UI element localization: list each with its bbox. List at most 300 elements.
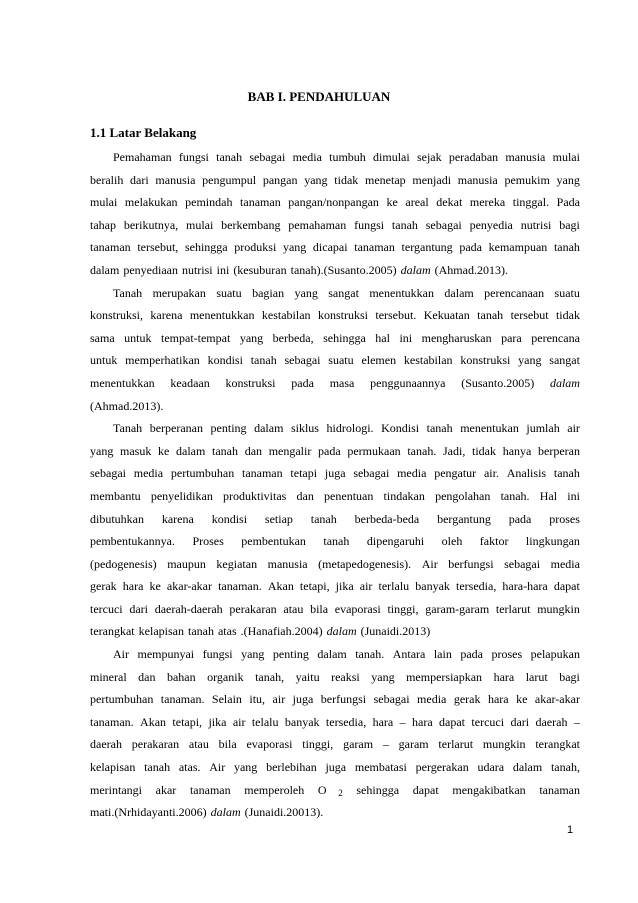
body-word: (kesuburan [233,262,287,277]
body-word: pembentukannya. [90,534,175,549]
body-word: tergantung [401,240,453,255]
body-word: sebagai [373,692,410,707]
body-word: sangat [549,353,580,368]
body-word: yang [371,669,395,684]
body-word: atas. [178,760,201,775]
body-word: jika [335,579,354,594]
body-word: akar-akar [534,692,580,707]
body-word: pada [460,647,483,662]
body-word: penyelidikan [150,488,213,503]
body-line [90,485,580,508]
body-word: ke [516,692,528,707]
body-word: mengakibatkan [452,782,526,797]
body-word: tanah [553,466,580,481]
body-word: pemindah [185,195,233,210]
body-word: kelapisan [90,760,136,775]
body-line [90,575,580,598]
body-word: akar-akar [166,579,212,594]
page-number: 1 [567,824,574,836]
body-word: konstruksi [317,308,368,323]
body-word: tidak [334,172,359,187]
body-word: pada [291,375,314,390]
body-word: suatu [216,285,242,300]
body-word: hanya [502,443,532,458]
body-word: mengalir [268,443,312,458]
body-word: membantu [90,488,141,503]
body-word: tersebut. [375,308,417,323]
body-word: setiap [264,511,293,526]
body-word: berkembang [221,217,281,232]
body-word: merupakan [152,285,206,300]
body-word: penting [272,647,309,662]
body-word: fungsi [354,217,385,232]
body-word: hara [487,692,509,707]
body-word: mulai [90,195,118,210]
body-word: tanaman [90,240,131,255]
body-word: sebagai [425,217,462,232]
body-line [90,733,580,756]
body-word: media [292,150,322,164]
body-word: tanaman [240,195,281,210]
body-word: tanaman [241,466,283,481]
body-word: yang [304,172,328,187]
body-line [90,146,580,169]
body-word: manusia [267,556,308,571]
body-word: media [133,466,164,481]
body-word: oleh [441,534,463,549]
body-word: (Susanto.2005) [461,375,535,390]
body-word: atas [217,624,237,639]
body-word: tetapi [290,466,318,481]
body-word: tersebut, [137,240,179,255]
body-word: telalu [251,714,279,729]
body-word: Pemahaman [113,150,172,164]
body-word: sebagai [249,150,286,164]
body-line [90,191,580,214]
body-word: menentukkan [90,375,155,390]
body-word: evaporasi [246,737,293,752]
body-word: banyak [415,579,450,594]
body-word: kondisi [211,511,248,526]
body-line [90,169,580,192]
body-word: manusia [505,150,546,164]
body-word: Akan [140,714,167,729]
body-word: dalam [400,262,431,277]
body-word: 2 [338,787,343,798]
body-line [90,327,580,350]
body-line [90,395,580,418]
body-word: udara [477,760,505,775]
body-word: bagi [559,669,580,684]
body-word: siklus [290,421,319,436]
body-word: Analisis [506,466,547,481]
body-word: tanah [323,534,350,549]
body-word: dapat [553,579,580,594]
body-word: (Ahmad.2013). [90,398,164,413]
body-word: daerah [90,737,122,752]
body-word: manusia [155,172,196,187]
body-word: pertumbuhan [170,466,235,481]
body-word: kestabilan [403,353,453,368]
body-word: berperan [538,443,580,458]
body-word: berfungsi [320,692,367,707]
body-word: yang [90,443,114,458]
body-word: – [382,737,389,752]
body-word: tercuci [90,601,123,616]
body-word: pengolahan [435,488,491,503]
body-word: pelapukan [530,647,580,662]
body-word: penggunaannya [370,375,446,390]
body-word: tanah, [550,760,580,775]
body-line [90,372,580,395]
body-word: memperoleh [244,782,305,797]
body-word: keadaan [170,375,210,390]
body-word: tanaman. [218,579,262,594]
body-word: – [573,714,580,729]
body-line [90,643,580,666]
body-word: merintangi [90,782,142,797]
body-word: dari [510,714,530,729]
body-line [90,508,580,531]
body-word: bila [218,737,237,752]
body-word: sama [90,330,115,345]
body-word: pembentukan [241,534,306,549]
body-word: suatu [328,353,354,368]
body-word: pada [318,443,341,458]
body-word: evaporasi [334,601,381,616]
body-word: air [232,714,246,729]
body-word: permukaan [347,443,401,458]
body-word: tanaman [354,240,395,255]
body-word: Tanah [113,285,143,300]
body-word: (metapedogenesis). [318,556,412,571]
body-word: lingkungan [525,534,580,549]
body-word: (Ahmad.2013). [434,262,508,277]
body-line [90,598,580,621]
body-word: Kondisi [381,421,420,436]
body-word: nutrisi [520,217,552,232]
body-word: pengumpul [202,172,257,187]
body-word: banyak [284,714,320,729]
body-word: (Junaidi.2013) [360,624,431,639]
body-word: tersebut [510,308,549,323]
body-word: sebagai [353,466,390,481]
body-word: sejak [416,150,442,164]
body-word: dapat [439,714,466,729]
body-word: tanah [310,511,337,526]
body-word: juga [292,692,314,707]
body-word: hara-hara [502,579,548,594]
body-word: penting [210,421,247,436]
body-word: atau [283,601,304,616]
body-word: terlalu [378,579,410,594]
body-line [90,756,580,779]
body-word: produktivitas [223,488,287,503]
body-word: air [567,421,580,436]
body-word: dalam [444,285,474,300]
body-word: dalam [90,262,120,277]
body-word: dari [130,172,149,187]
body-word: tanah [144,760,171,775]
body-word: menentukkan [369,285,434,300]
chapter-title: BAB I. PENDAHULUAN [247,89,391,104]
body-word: manusia [457,172,498,187]
body-line [90,440,580,463]
body-word: tanah [212,443,239,458]
body-word: berbeda-beda [354,511,420,526]
body-word: tetapi, [172,714,203,729]
body-word: pangan [262,172,298,187]
body-word: garam [398,737,429,752]
body-word: tinggi, [302,737,334,752]
body-word: Tanah [113,421,143,436]
section-heading: 1.1 Latar Belakang [90,125,197,140]
body-word: Antara [392,647,426,662]
body-word: suatu [554,285,580,300]
body-word: tanaman. [90,714,134,729]
body-word: bagi [559,217,580,232]
body-word: mempersiapkan [406,669,483,684]
body-word: elemen [361,353,397,368]
body-word: larut [525,669,548,684]
body-word: yaitu [295,669,320,684]
body-word: kestabilan [261,308,311,323]
body-word: menetap [365,172,406,187]
body-word: atau [188,737,209,752]
body-word: mineral [90,669,127,684]
body-word: sangat [328,285,359,300]
body-word: bagian [252,285,285,300]
body-word: tanah [391,217,418,232]
body-word: dibutuhkan [90,511,144,526]
body-word: para [501,330,522,345]
body-word: tersedia, [325,714,367,729]
body-word: karena [150,308,183,323]
body-word: yang [294,285,318,300]
body-word: tercuci [471,714,505,729]
body-word: fungsi [202,647,233,662]
body-word: faktor [479,534,509,549]
body-word: dalam [326,624,357,639]
body-word: mereka [469,195,506,210]
body-word: karena [161,511,194,526]
body-word: garam [343,737,374,752]
body-word: kelapisan [138,624,184,639]
body-word: bila [310,601,329,616]
body-word: air [359,579,373,594]
body-word: tinggal. [512,195,550,210]
body-word: (pedogenesis) [90,556,157,571]
body-word: hal [375,330,390,345]
body-word: organik [207,669,244,684]
body-line [90,779,580,802]
body-word: kemampuan [488,240,548,255]
body-word: pengatur [434,466,477,481]
body-word: pertumbuhan [90,692,154,707]
body-word: tanah. [500,488,530,503]
body-word: Air [113,647,129,662]
body-word: proses [549,511,580,526]
body-word: tanah [426,421,453,436]
body-word: terlarut [438,737,474,752]
body-word: jumlah [526,421,560,436]
body-word: produksi [234,240,277,255]
body-word: hara [493,669,515,684]
body-word: proses [491,647,523,662]
body-word: yang [241,647,265,662]
body-word: tanah [250,353,277,368]
body-word: perakaran [131,737,180,752]
body-word: hara [372,714,394,729]
body-word: hara [412,714,433,729]
body-word: bahan [166,669,196,684]
body-line [90,259,580,282]
body-word: reaksi [331,669,360,684]
body-word: menentukan [460,421,519,436]
body-word: kondisi [207,353,243,368]
body-word: dalam [176,443,206,458]
body-word: Air [421,556,438,571]
body-word: jika [208,714,227,729]
body-word: melakukan [124,195,178,210]
body-word: (Junaidi.20013). [244,805,324,820]
body-word: gerak [453,692,481,707]
body-word: .(Hanafiah.2004) [240,624,323,639]
body-word: sehingga [356,782,400,797]
body-word: ini [216,262,230,277]
body-word: memperhatikan [125,353,200,368]
body-word: tinggi, [387,601,419,616]
body-word: kegiatan [216,556,258,571]
body-word: penentuan [324,488,374,503]
body-word: mulai [185,217,214,232]
body-word: mulai [552,150,580,164]
body-word: dan [244,443,263,458]
body-word: terangkat [535,737,580,752]
body-word: Kekuatan [423,308,470,323]
body-word: terangkat [90,624,135,639]
body-word: mengharuskan [421,330,492,345]
body-word: berikutnya, [123,217,179,232]
body-word: dan [138,669,156,684]
body-word: konstruksi, [90,308,144,323]
body-word: tanah [477,308,504,323]
body-word: bergantung [437,511,491,526]
body-word: tindakan [383,488,425,503]
body-line [90,711,580,734]
body-word: nutrisi [181,262,213,277]
body-word: konstruksi [225,375,276,390]
body-word: yang [556,172,580,187]
body-word: pemukim [504,172,550,187]
body-word: Hal [539,488,558,503]
body-word: lain [433,647,452,662]
body-word: perencana [531,330,580,345]
body-word: areal [405,195,429,210]
body-word: tidak [472,443,497,458]
body-word: dan [296,488,314,503]
body-word: dari [129,601,149,616]
body-word: tanah. [407,443,437,458]
body-word: mempunyai [137,647,195,662]
body-word: sebagai [90,466,126,481]
body-word: O [317,782,327,797]
body-word: daerah [535,714,568,729]
body-word: yang [233,760,258,775]
body-word: yang [239,330,264,345]
body-word: beralih [90,172,124,187]
body-word: pemahaman [288,217,347,232]
body-word: itu, [249,692,266,707]
body-text [90,146,580,824]
body-word: dalam [549,375,580,390]
body-word: hara [122,579,144,594]
body-word: pada [459,240,482,255]
body-word: sebagai [504,556,541,571]
body-word: menjadi [412,172,452,187]
body-word: dekat [436,195,463,210]
body-word: Air [209,760,226,775]
body-word: Proses [192,534,224,549]
body-word: mati.(Nrhidayanti.2006) [90,805,207,820]
body-word: – [399,714,406,729]
body-word: penyediaan [123,262,178,277]
body-word: tanaman [539,782,580,797]
body-word: Jadi, [443,443,466,458]
body-line [90,214,580,237]
body-word: media [397,466,427,481]
body-line [90,666,580,689]
body-word: penyedia [469,217,513,232]
body-line [90,236,580,259]
body-word: menentukkan [189,308,255,323]
body-word: dalam [254,421,284,436]
body-word: ini [399,330,413,345]
body-line [90,553,580,576]
body-word: membatasi [354,760,407,775]
body-word: yang [518,353,542,368]
body-word: tanah).(Susanto.2005) [290,262,397,277]
body-word: garam-garam [425,601,490,616]
body-word: berfungsi [448,556,494,571]
body-line [90,282,580,305]
body-word: dipengaruhi [366,534,425,549]
body-word: air. [483,466,499,481]
body-word: berperanan [149,421,203,436]
body-line [90,688,580,711]
body-word: air [272,692,286,707]
body-line [90,462,580,485]
body-word: ke [386,195,398,210]
body-word: mungkin [537,601,580,616]
body-word: dalam [210,805,241,820]
body-word: tanaman [189,782,231,797]
body-word: juga [325,760,347,775]
body-word: akar [155,782,177,797]
body-word: peradaban [448,150,499,164]
body-word: Selain [211,692,242,707]
body-word: tetapi, [299,579,330,594]
body-word: yang [282,240,307,255]
body-word: dalam [512,760,543,775]
body-word: tersedia, [456,579,497,594]
body-word: juga [324,466,346,481]
body-line [90,620,580,643]
body-word: media [417,692,447,707]
body-word: pada [508,511,532,526]
body-word: tanah [187,624,214,639]
body-word: ke [149,579,161,594]
